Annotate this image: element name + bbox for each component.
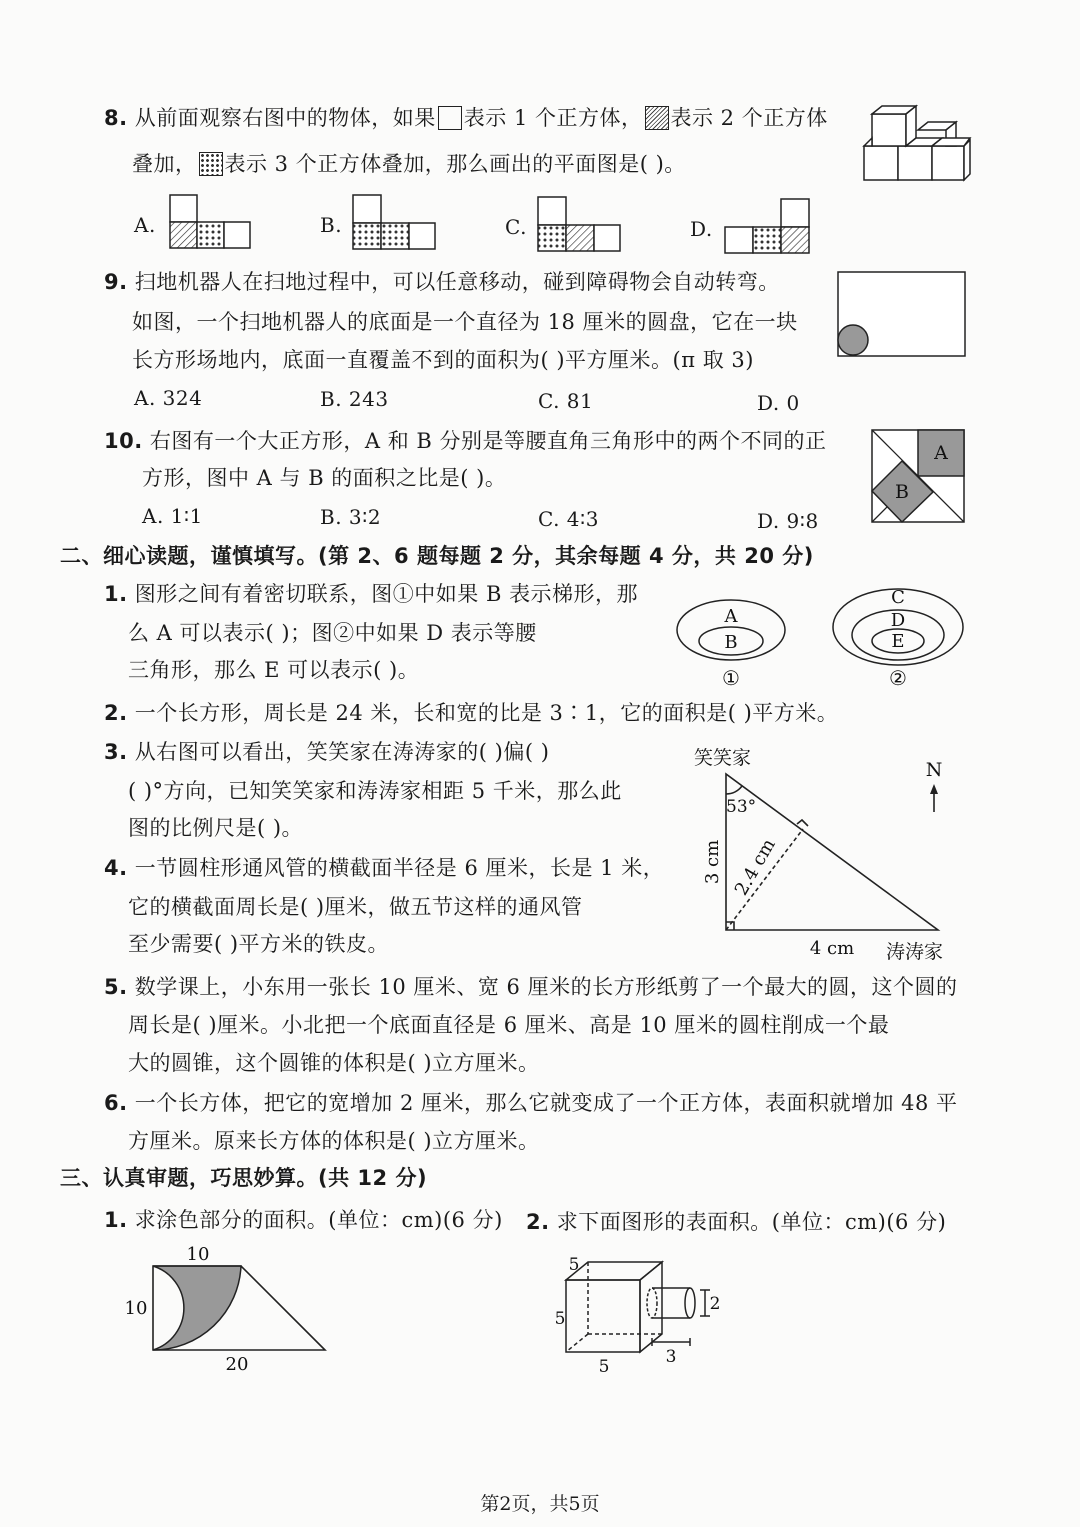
- s2q2-text: 一个长方形，周长是 24 米，长和宽的比是 3∶1，它的面积是( )平方米。: [134, 701, 839, 725]
- dim-top-label: 10: [186, 1244, 210, 1265]
- q8-text-a: 从前面观察右图中的物体，如果: [134, 106, 436, 130]
- s2q5-number: 5.: [104, 975, 128, 999]
- q8-option-a-figure: [168, 193, 252, 249]
- q8-option-d-figure: [723, 197, 811, 255]
- s2q1-venn-figures: [675, 585, 970, 695]
- single-cube-square-icon: [438, 106, 462, 130]
- q8-line2: [132, 151, 686, 177]
- s2q1-text-1: 图形之间有着密切联系，图①中如果 B 表示梯形，那: [134, 582, 639, 606]
- q8-text-c: 表示 2 个正方体: [670, 106, 828, 130]
- s2q1-line1: [104, 581, 638, 607]
- s2q4-number: 4.: [104, 856, 128, 880]
- venn1-label-a: A: [724, 606, 738, 627]
- north-arrow-icon: [930, 784, 938, 794]
- altitude-label: 2.4 cm: [730, 835, 780, 900]
- s3q1-line: [104, 1207, 503, 1233]
- cube-depth-label: 5: [568, 1255, 580, 1275]
- s2q5-text-1: 数学课上，小东用一张长 10 厘米、宽 6 厘米的长方形纸剪了一个最大的圆，这个圆的: [134, 975, 958, 999]
- q8-cube-figure: [860, 100, 970, 186]
- q9-number: 9.: [104, 270, 128, 294]
- q9-option-b[interactable]: B. 243: [320, 387, 389, 411]
- q10-option-c[interactable]: C. 4∶3: [538, 507, 599, 531]
- venn2-label-d: D: [890, 610, 906, 631]
- q8-option-d[interactable]: D.: [690, 217, 713, 241]
- s2q4-text-1: 一节圆柱形通风管的横截面半径是 6 厘米，长是 1 米，: [134, 856, 665, 880]
- s2q6-text-1: 一个长方体，把它的宽增加 2 厘米，那么它就变成了一个正方体，表面积就增加 48 平: [134, 1091, 958, 1115]
- dotted-square-icon: [199, 152, 223, 176]
- s3q2-cube-figure: [548, 1250, 728, 1380]
- q9-text-1: 扫地机器人在扫地过程中，可以任意移动，碰到障碍物会自动转弯。: [134, 270, 780, 294]
- s2q5-line1: [104, 974, 958, 1000]
- q10-option-b[interactable]: B. 3∶2: [320, 505, 382, 529]
- q8-text-e: 表示 3 个正方体叠加，那么画出的平面图是( )。: [224, 152, 686, 176]
- hatched-square-icon: [645, 106, 669, 130]
- venn2-label-e: E: [891, 631, 905, 652]
- q9-field-figure: [836, 270, 968, 360]
- s3q2-line: [526, 1209, 946, 1235]
- q8-option-c-figure: [536, 195, 622, 253]
- q9-line2: 如图，一个扫地机器人的底面是一个直径为 18 厘米的圆盘，它在一块: [132, 310, 798, 334]
- venn2-label-c: C: [891, 587, 905, 608]
- s3q1-shaded-figure: [120, 1242, 335, 1377]
- q8-option-b-figure: [351, 193, 437, 251]
- s2q2-number: 2.: [104, 701, 128, 725]
- cube-width-label: 5: [598, 1357, 610, 1377]
- q10-line2: 方形，图中 A 与 B 的面积之比是( )。: [142, 466, 507, 490]
- s2q4-line2: 它的横截面周长是( )厘米，做五节这样的通风管: [128, 895, 583, 919]
- q8-text-d: 叠加，: [132, 152, 197, 176]
- s2q6-line2: 方厘米。原来长方体的体积是( )立方厘米。: [128, 1129, 540, 1153]
- q9-option-d[interactable]: D. 0: [757, 391, 800, 415]
- s2q5-line3: 大的圆锥，这个圆锥的体积是( )立方厘米。: [128, 1051, 540, 1075]
- angle-label: 53°: [726, 797, 757, 817]
- q8-line1: [104, 105, 828, 131]
- s2q3-text-1: 从右图可以看出，笑笑家在涛涛家的( )偏( ): [134, 740, 550, 764]
- q8-option-c[interactable]: C.: [505, 215, 527, 239]
- xiaoxiao-home-label: 笑笑家: [694, 747, 752, 769]
- s3q2-text: 求下面图形的表面积。(单位：cm)(6 分): [556, 1210, 947, 1234]
- q8-number: 8.: [104, 106, 128, 130]
- s2q2-line1: [104, 700, 838, 726]
- q8-text-b: 表示 1 个正方体，: [463, 106, 643, 130]
- q8-option-a[interactable]: A.: [134, 213, 156, 237]
- dim-bottom-label: 20: [225, 1354, 249, 1375]
- q10-line1: [104, 428, 827, 454]
- venn1-label-b: B: [724, 632, 738, 653]
- s2q1-line2: 么 A 可以表示( )；图②中如果 D 表示等腰: [128, 621, 537, 645]
- q9-option-a[interactable]: A. 324: [134, 386, 203, 410]
- s2q4-line3: 至少需要( )平方米的铁皮。: [128, 932, 390, 956]
- s2q4-line1: [104, 855, 664, 881]
- side-bottom-label: 4 cm: [809, 938, 855, 959]
- cylinder-diameter-label: 2: [709, 1294, 721, 1314]
- s2q3-line1: [104, 739, 549, 765]
- taotao-home-label: 涛涛家: [886, 941, 944, 963]
- north-label: N: [925, 759, 943, 781]
- s2q1-line3: 三角形，那么 E 可以表示( )。: [128, 658, 420, 682]
- section2-title: 二、细心读题，谨慎填写。(第 2、6 题每题 2 分，其余每题 4 分，共 20 分): [60, 544, 814, 568]
- s3q1-number: 1.: [104, 1208, 128, 1232]
- q9-line1: [104, 269, 780, 295]
- venn2-caption: ②: [889, 666, 907, 690]
- q10-label-a: A: [934, 442, 948, 464]
- s2q6-number: 6.: [104, 1091, 128, 1115]
- s2q5-line2: 周长是( )厘米。小北把一个底面直径是 6 厘米、高是 10 厘米的圆柱削成一个最: [128, 1013, 890, 1037]
- q10-option-d[interactable]: D. 9∶8: [757, 509, 819, 533]
- q9-option-c[interactable]: C. 81: [538, 389, 594, 413]
- q10-number: 10.: [104, 429, 143, 453]
- dim-left-label: 10: [124, 1298, 148, 1319]
- page-footer: 第2页，共5页: [480, 1493, 600, 1515]
- s2q6-line1: [104, 1090, 958, 1116]
- s2q3-number: 3.: [104, 740, 128, 764]
- s2q3-line2: ( )°方向，已知笑笑家和涛涛家相距 5 千米，那么此: [128, 779, 622, 803]
- side-left-label: 3 cm: [702, 839, 723, 885]
- q9-line3: 长方形场地内，底面一直覆盖不到的面积为( )平方厘米。(π 取 3): [132, 348, 754, 372]
- q10-option-a[interactable]: A. 1∶1: [142, 504, 203, 528]
- s3q1-text: 求涂色部分的面积。(单位：cm)(6 分): [134, 1208, 503, 1232]
- q10-text-1: 右图有一个大正方形，A 和 B 分别是等腰直角三角形中的两个不同的正: [149, 429, 827, 453]
- q10-square-figure: [870, 428, 966, 524]
- s2q1-number: 1.: [104, 582, 128, 606]
- cube-height-label: 5: [554, 1309, 566, 1329]
- q8-option-b[interactable]: B.: [320, 213, 343, 237]
- section3-title: 三、认真审题，巧思妙算。(共 12 分): [60, 1166, 428, 1190]
- cylinder-length-label: 3: [665, 1347, 677, 1367]
- s3q2-number: 2.: [526, 1210, 550, 1234]
- s2q3-triangle-figure: [690, 740, 965, 970]
- q10-label-b: B: [895, 481, 909, 503]
- s2q3-line3: 图的比例尺是( )。: [128, 816, 304, 840]
- venn1-caption: ①: [722, 666, 740, 690]
